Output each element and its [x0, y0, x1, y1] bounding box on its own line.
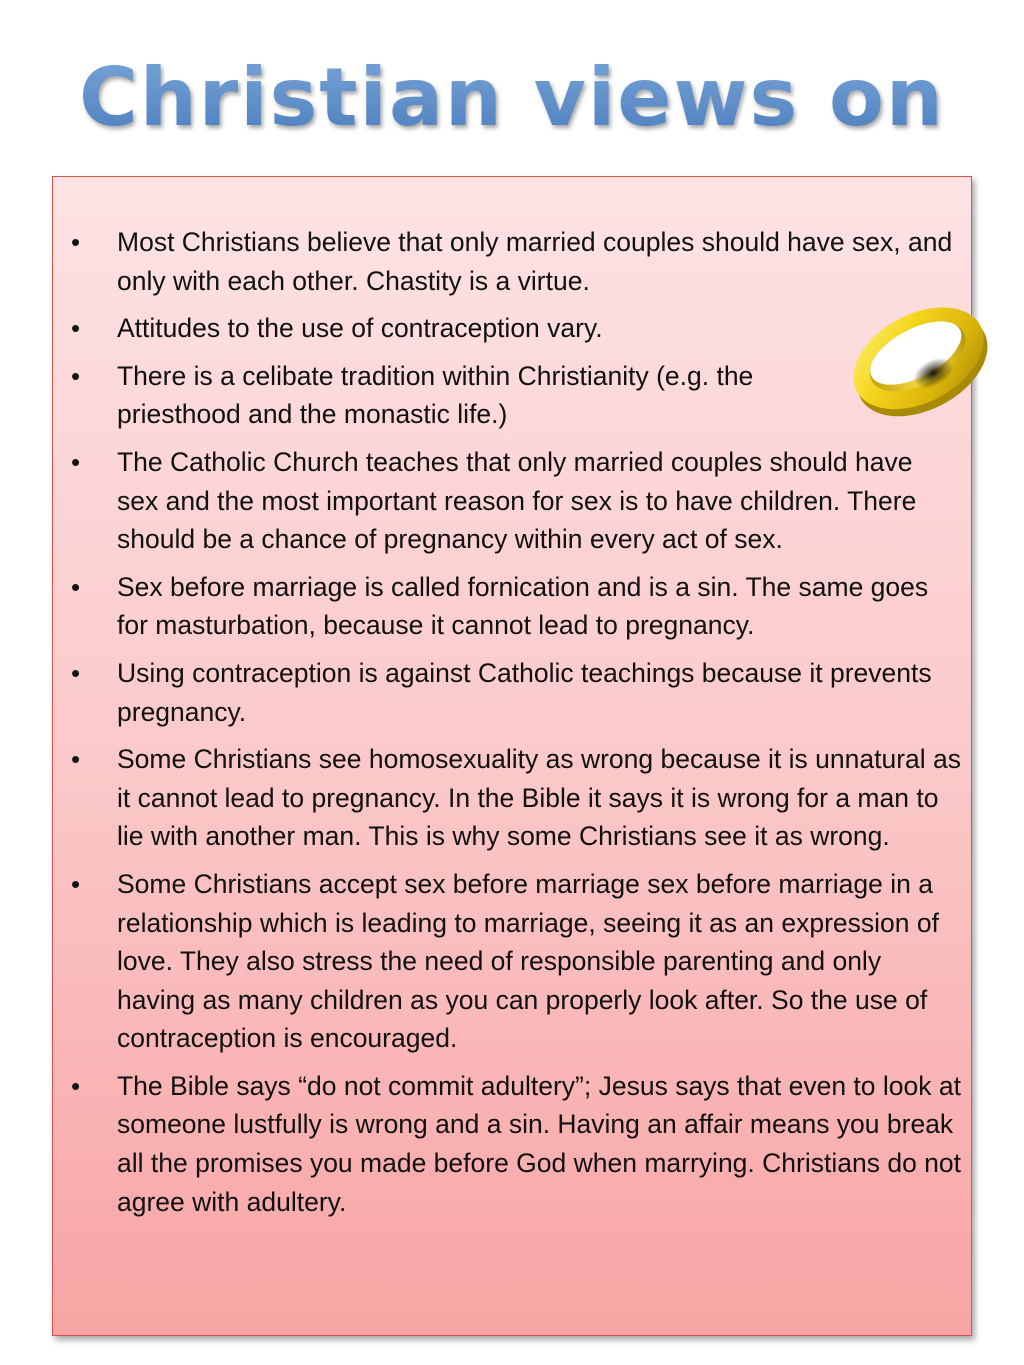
list-item: • Some Christians accept sex before marriage sex before marriage in a relationship which is leading to marriage, seeing it as an expression of love. They also stress the need of responsible parenting and only having as many children as you can properly look after. So the use of contraception is encouraged.: [53, 865, 961, 1058]
list-item: • Sex before marriage is called fornication and is a sin. The same goes for masturbation, because it cannot lead to pregnancy.: [53, 568, 961, 645]
content-panel: [52, 176, 972, 1336]
list-item: • The Catholic Church teaches that only married couples should have sex and the most important reason for sex is to have children. There should be a chance of pregnancy within every act of sex.: [53, 443, 961, 559]
list-item: • Some Christians see homosexuality as wrong because it is unnatural as it cannot lead to pregnancy. In the Bible it says it is wrong for a man to lie with another man. This is why some Christians see it as wrong.: [53, 740, 961, 856]
list-item: • Using contraception is against Catholic teachings because it prevents pregnancy.: [53, 654, 961, 731]
bullet-list: [53, 177, 971, 1221]
page-title: Christian views on: [0, 48, 1024, 248]
list-item: • The Bible says “do not commit adultery”; Jesus says that even to look at someone lustfully is wrong and a sin. Having an affair means you break all the promises you made before God when marrying. Christians do not agree with adultery.: [53, 1067, 961, 1221]
list-item: • Most Christians believe that only married couples should have sex, and only with each other. Chastity is a virtue.: [53, 223, 961, 300]
wedding-ring-icon: [842, 296, 998, 426]
list-item: • Attitudes to the use of contraception vary.: [53, 309, 961, 348]
list-item: • There is a celibate tradition within Christianity (e.g. the priesthood and the monastic life.): [53, 357, 961, 434]
